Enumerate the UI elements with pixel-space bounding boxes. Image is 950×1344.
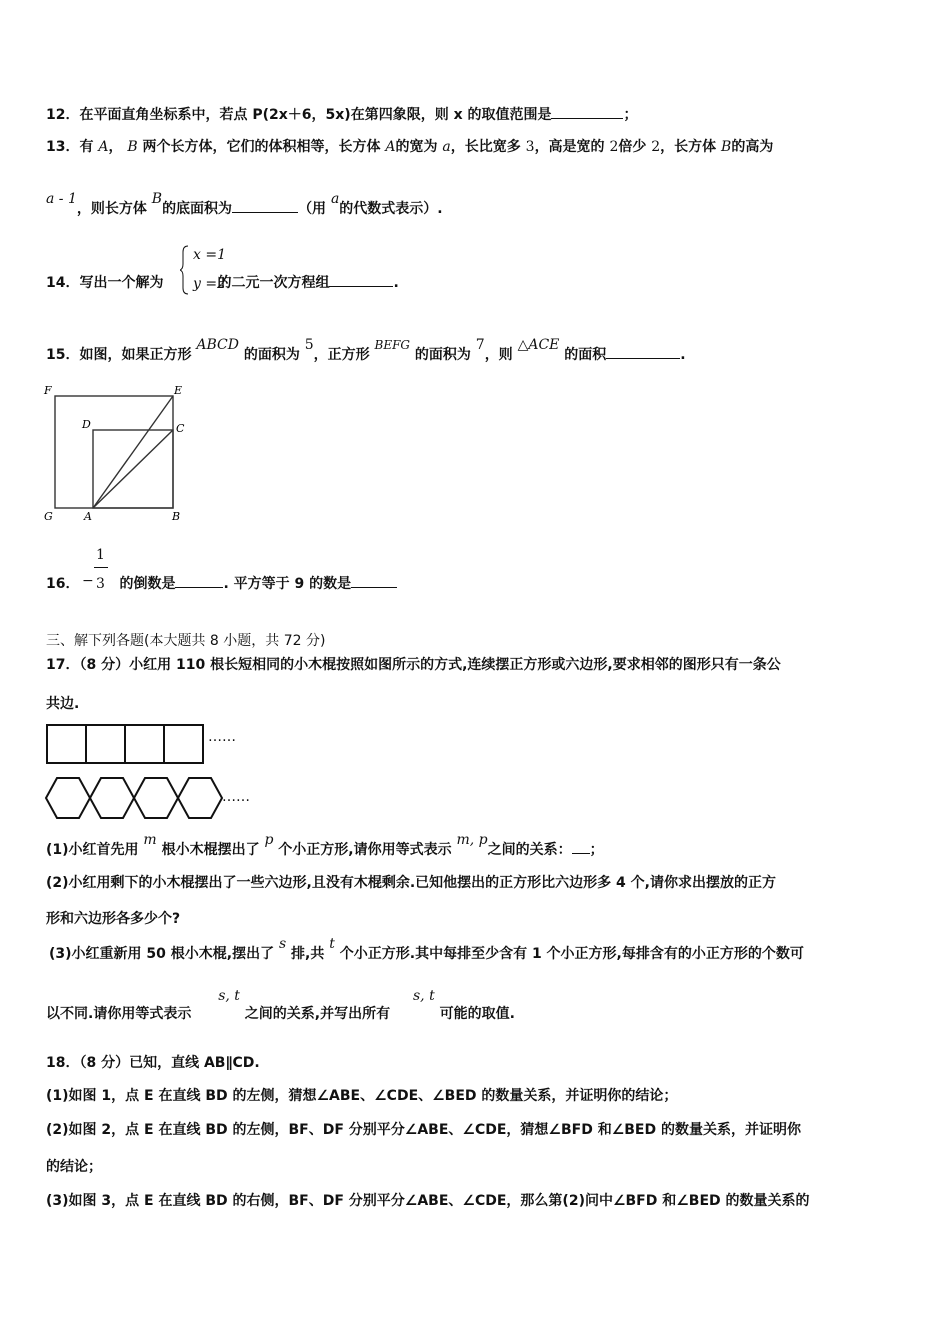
question-17-part2: (2)小红用剩下的小木棍摆出了一些六边形,且没有木棍剩余.已知他摆出的正方形比六边形多 4 个,请你求出摆放的正方 [46,875,776,891]
question-17-part2-cont: 形和六边形各多少个? [46,911,181,927]
answer-blank [232,198,298,213]
question-18-part2-cont: 的结论； [46,1159,102,1175]
question-13: 13．有 A， B 两个长方体，它们的体积相等，长方体 A的宽为 a，长比宽多 3，高是宽的 2倍少 2，长方体 B的高为 [46,139,774,155]
label-e: E [174,384,183,397]
question-17-part1: (1)小红首先用 m 根小木棍摆出了 p 个小正方形,请你用等式表示 m, p之间的关系： ； [46,832,604,858]
section-heading: 三、解下列各题(本大题共 8 小题，共 72 分) [46,633,326,649]
answer-blank [175,573,223,588]
question-18-part1: (1)如图 1，点 E 在直线 BD 的左侧，猜想∠ABE、∠CDE、∠BED 的数量关系，并证明你的结论； [46,1088,678,1104]
question-18-part3: (3)如图 3，点 E 在直线 BD 的右侧，BF、DF 分别平分∠ABE、∠CDE，那么第(2)问中∠BFD 和∠BED 的数量关系的 [46,1193,810,1209]
ellipsis-hexagons: …… [222,789,250,805]
question-15: 15．如图，如果正方形 ABCD 的面积为 5，正方形 BEFG 的面积为 7，则 △ACE 的面积 . [46,337,686,363]
question-17-part3-cont: 以不同.请你用等式表示 s, t 之间的关系,并写出所有 s, t 可能的取值. [46,988,515,1022]
label-a: A [84,510,92,523]
question-17-part3: (3)小红重新用 50 根小木棍,摆出了 s 排,共 t 个小正方形.其中每排至少含有 1 个小正方形,每排含有的小正方形的个数可 [49,936,804,962]
fraction-minus: − [82,573,94,589]
question-18: 18．（8 分）已知，直线 AB∥CD. [46,1055,260,1071]
label-d: D [82,418,91,431]
label-c: C [176,422,185,435]
segment-ae [93,396,173,508]
question-16: 16． 的倒数是 . 平方等于 9 的数是 [46,573,397,593]
question-17: 17．（8 分）小红用 110 根长短相同的小木棍按照如图所示的方式,连续摆正方形或六边形,要求相邻的图形只有一条公 [46,657,781,673]
fraction-bar [94,567,108,568]
ellipsis-squares: …… [208,729,236,745]
question-14: 14．写出一个解为 的二元一次方程组 . [46,272,399,292]
question-12: 12．在平面直角坐标系中，若点 P(2x＋6，5x)在第四象限，则 x 的取值范围是 ； [46,104,637,124]
answer-blank [572,839,590,854]
fraction-denominator: 3 [96,576,105,592]
label-b: B [172,510,181,523]
equation-1: x =1 [193,247,226,263]
q12-text: 12．在平面直角坐标系中，若点 P(2x＋6，5x)在第四象限，则 x 的取值范围是 [46,107,552,123]
answer-blank [606,344,680,359]
square-befg [55,396,173,508]
segment-ac [93,430,173,508]
question-13-cont: a - 1，则长方体 B的底面积为 （用 a的代数式表示）. [46,191,443,217]
figure-squares [40,382,200,524]
label-f: F [44,384,52,397]
hexagon-row [46,778,222,818]
answer-blank [329,272,393,287]
question-17-cont: 共边. [46,696,80,712]
equation-2: y =2 [193,276,226,292]
question-18-part2: (2)如图 2，点 E 在直线 BD 的左侧，BF、DF 分别平分∠ABE、∠CDE，猜想∠BFD 和∠BED 的数量关系，并证明你 [46,1122,801,1138]
figure-squares-hexagons [44,722,274,822]
answer-blank [351,573,397,588]
fraction-numerator: 1 [96,547,105,563]
answer-blank [551,104,623,119]
label-g: G [44,510,53,523]
